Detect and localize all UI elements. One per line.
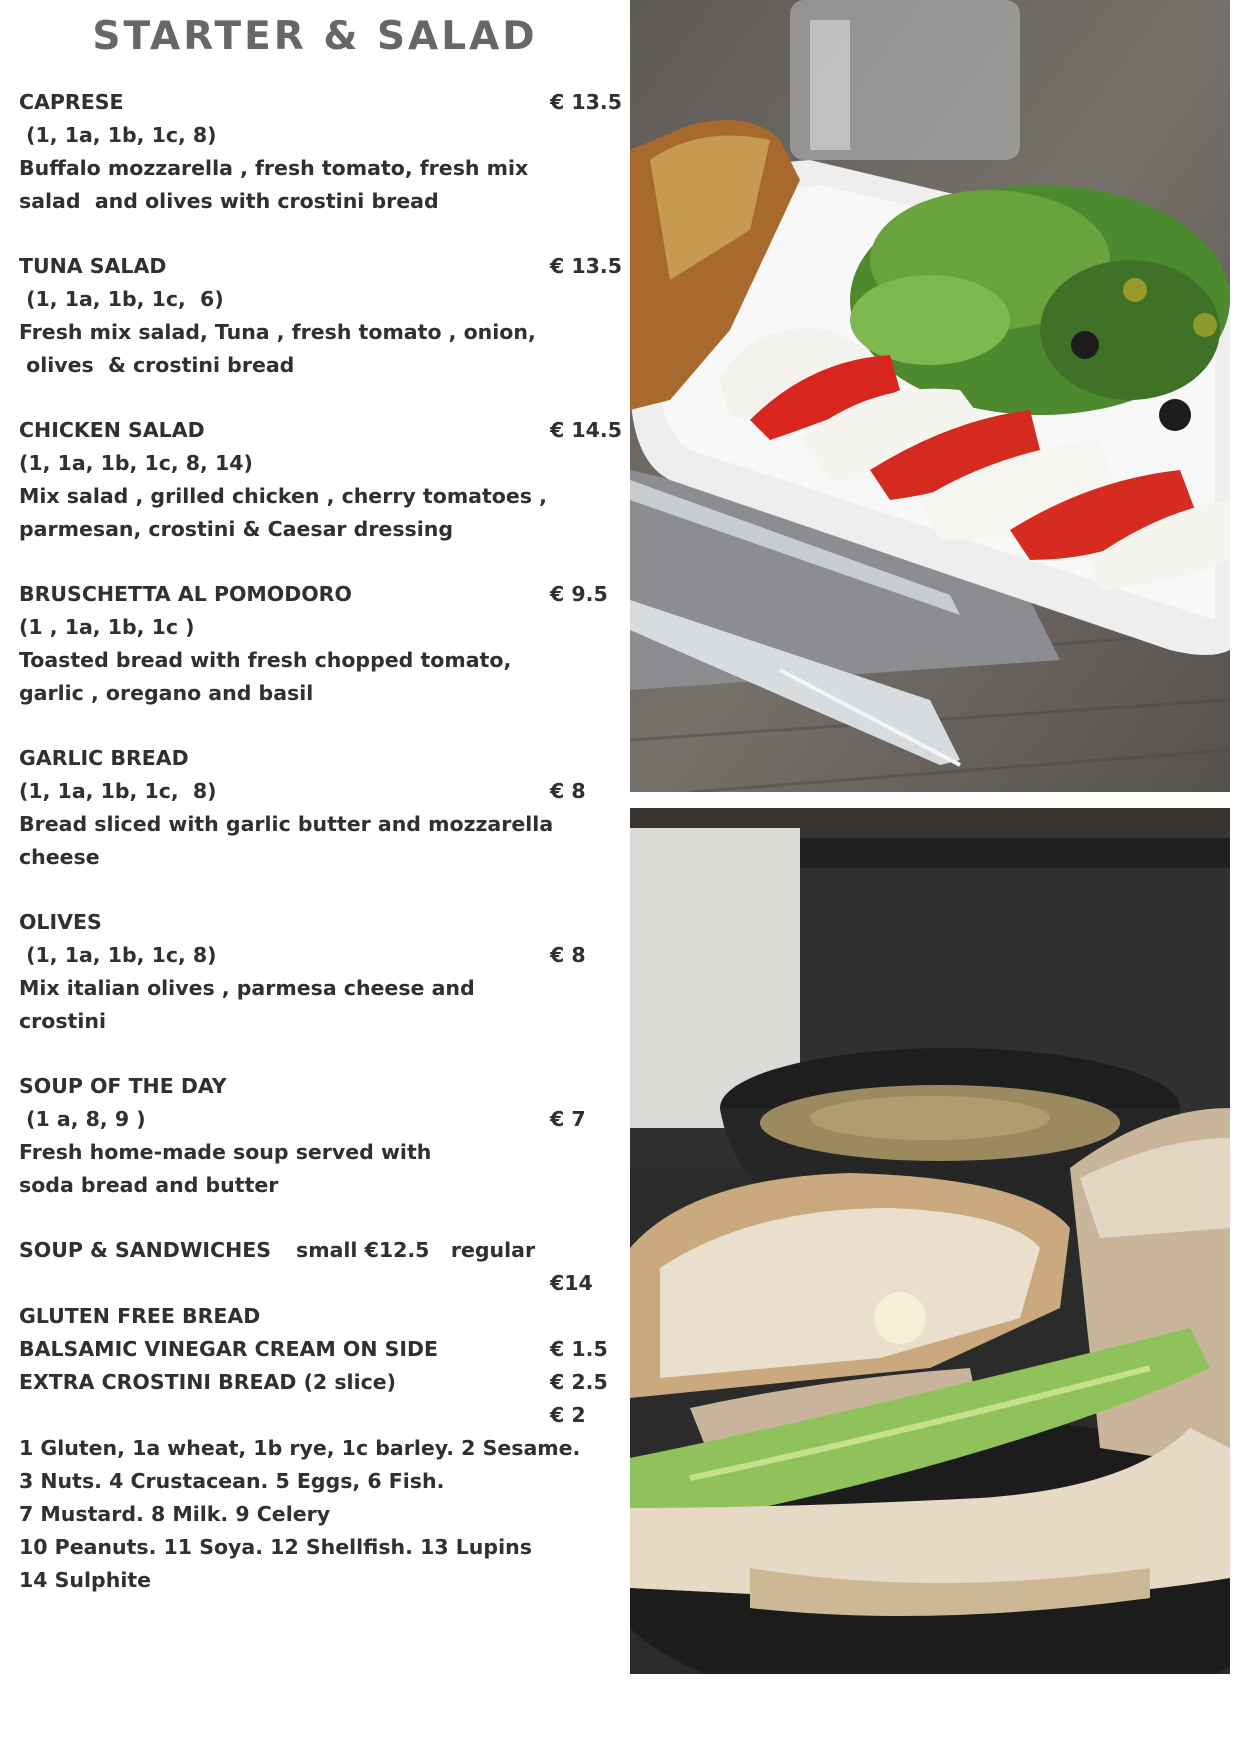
item-allergens-caprese: (1, 1a, 1b, 1c, 8)	[19, 123, 217, 147]
allergen-legend-line-2: 3 Nuts. 4 Crustacean. 5 Eggs, 6 Fish.	[19, 1469, 445, 1493]
item-name-bruschetta: BRUSCHETTA AL POMODORO	[19, 582, 352, 606]
item-allergens-garlic-bread: (1, 1a, 1b, 1c, 8)	[19, 779, 217, 803]
menu-title: STARTER & SALAD	[92, 14, 538, 59]
extra-price-extra-crostini: € 2	[550, 1403, 586, 1427]
extra-price-gluten-free-bread: € 1.5	[550, 1337, 608, 1361]
extra-name-gluten-free-bread: GLUTEN FREE BREAD	[19, 1304, 261, 1328]
extra-price-balsamic-cream: € 2.5	[550, 1370, 608, 1394]
item-price-chicken-salad: € 14.5	[550, 418, 622, 442]
allergen-legend-line-1: 1 Gluten, 1a wheat, 1b rye, 1c barley. 2 Sesame.	[19, 1436, 581, 1460]
item-allergens-soup-of-the-day: (1 a, 8, 9 )	[19, 1107, 146, 1131]
item-desc-garlic-bread-1: Bread sliced with garlic butter and mozzarella	[19, 812, 554, 836]
allergen-legend-line-5: 14 Sulphite	[19, 1568, 152, 1592]
item-price-garlic-bread: € 8	[550, 779, 586, 803]
item-price-bruschetta: € 9.5	[550, 582, 608, 606]
item-desc-olives-1: Mix italian olives , parmesa cheese and	[19, 976, 475, 1000]
item-name-caprese: CAPRESE	[19, 90, 124, 114]
item-allergens-bruschetta: (1 , 1a, 1b, 1c )	[19, 615, 195, 639]
soup-sandwich-photo	[630, 808, 1230, 1674]
item-desc-olives-2: crostini	[19, 1009, 106, 1033]
item-name-olives: OLIVES	[19, 910, 102, 934]
item-desc-soup-of-the-day-1: Fresh home-made soup served with	[19, 1140, 432, 1164]
item-desc-bruschetta-1: Toasted bread with fresh chopped tomato,	[19, 648, 512, 672]
item-name-tuna-salad: TUNA SALAD	[19, 254, 167, 278]
item-price-soup-sandwiches: €14	[550, 1271, 593, 1295]
extra-name-balsamic-cream: BALSAMIC VINEGAR CREAM ON SIDE	[19, 1337, 439, 1361]
item-price-soup-of-the-day: € 7	[550, 1107, 586, 1131]
allergen-legend-line-3: 7 Mustard. 8 Milk. 9 Celery	[19, 1502, 331, 1526]
item-desc-garlic-bread-2: cheese	[19, 845, 100, 869]
item-name-soup-sandwiches: SOUP & SANDWICHES	[19, 1238, 272, 1262]
item-sizes-soup-sandwiches: small €12.5 regular	[296, 1238, 536, 1262]
item-price-caprese: € 13.5	[550, 90, 622, 114]
item-price-tuna-salad: € 13.5	[550, 254, 622, 278]
item-desc-tuna-salad-1: Fresh mix salad, Tuna , fresh tomato , onion,	[19, 320, 536, 344]
item-allergens-olives: (1, 1a, 1b, 1c, 8)	[19, 943, 217, 967]
caprese-salad-photo	[630, 0, 1230, 792]
item-allergens-tuna-salad: (1, 1a, 1b, 1c, 6)	[19, 287, 224, 311]
item-price-olives: € 8	[550, 943, 586, 967]
item-desc-caprese-1: Buffalo mozzarella , fresh tomato, fresh mix	[19, 156, 529, 180]
item-desc-bruschetta-2: garlic , oregano and basil	[19, 681, 314, 705]
item-desc-soup-of-the-day-2: soda bread and butter	[19, 1173, 279, 1197]
item-allergens-chicken-salad: (1, 1a, 1b, 1c, 8, 14)	[19, 451, 253, 475]
item-desc-chicken-salad-1: Mix salad , grilled chicken , cherry tomatoes ,	[19, 484, 547, 508]
item-name-garlic-bread: GARLIC BREAD	[19, 746, 189, 770]
item-desc-chicken-salad-2: parmesan, crostini & Caesar dressing	[19, 517, 454, 541]
extra-name-extra-crostini: EXTRA CROSTINI BREAD (2 slice)	[19, 1370, 397, 1394]
item-desc-caprese-2: salad and olives with crostini bread	[19, 189, 439, 213]
item-name-chicken-salad: CHICKEN SALAD	[19, 418, 205, 442]
item-name-soup-of-the-day: SOUP OF THE DAY	[19, 1074, 227, 1098]
item-desc-tuna-salad-2: olives & crostini bread	[19, 353, 295, 377]
allergen-legend-line-4: 10 Peanuts. 11 Soya. 12 Shellfish. 13 Lupins	[19, 1535, 532, 1559]
